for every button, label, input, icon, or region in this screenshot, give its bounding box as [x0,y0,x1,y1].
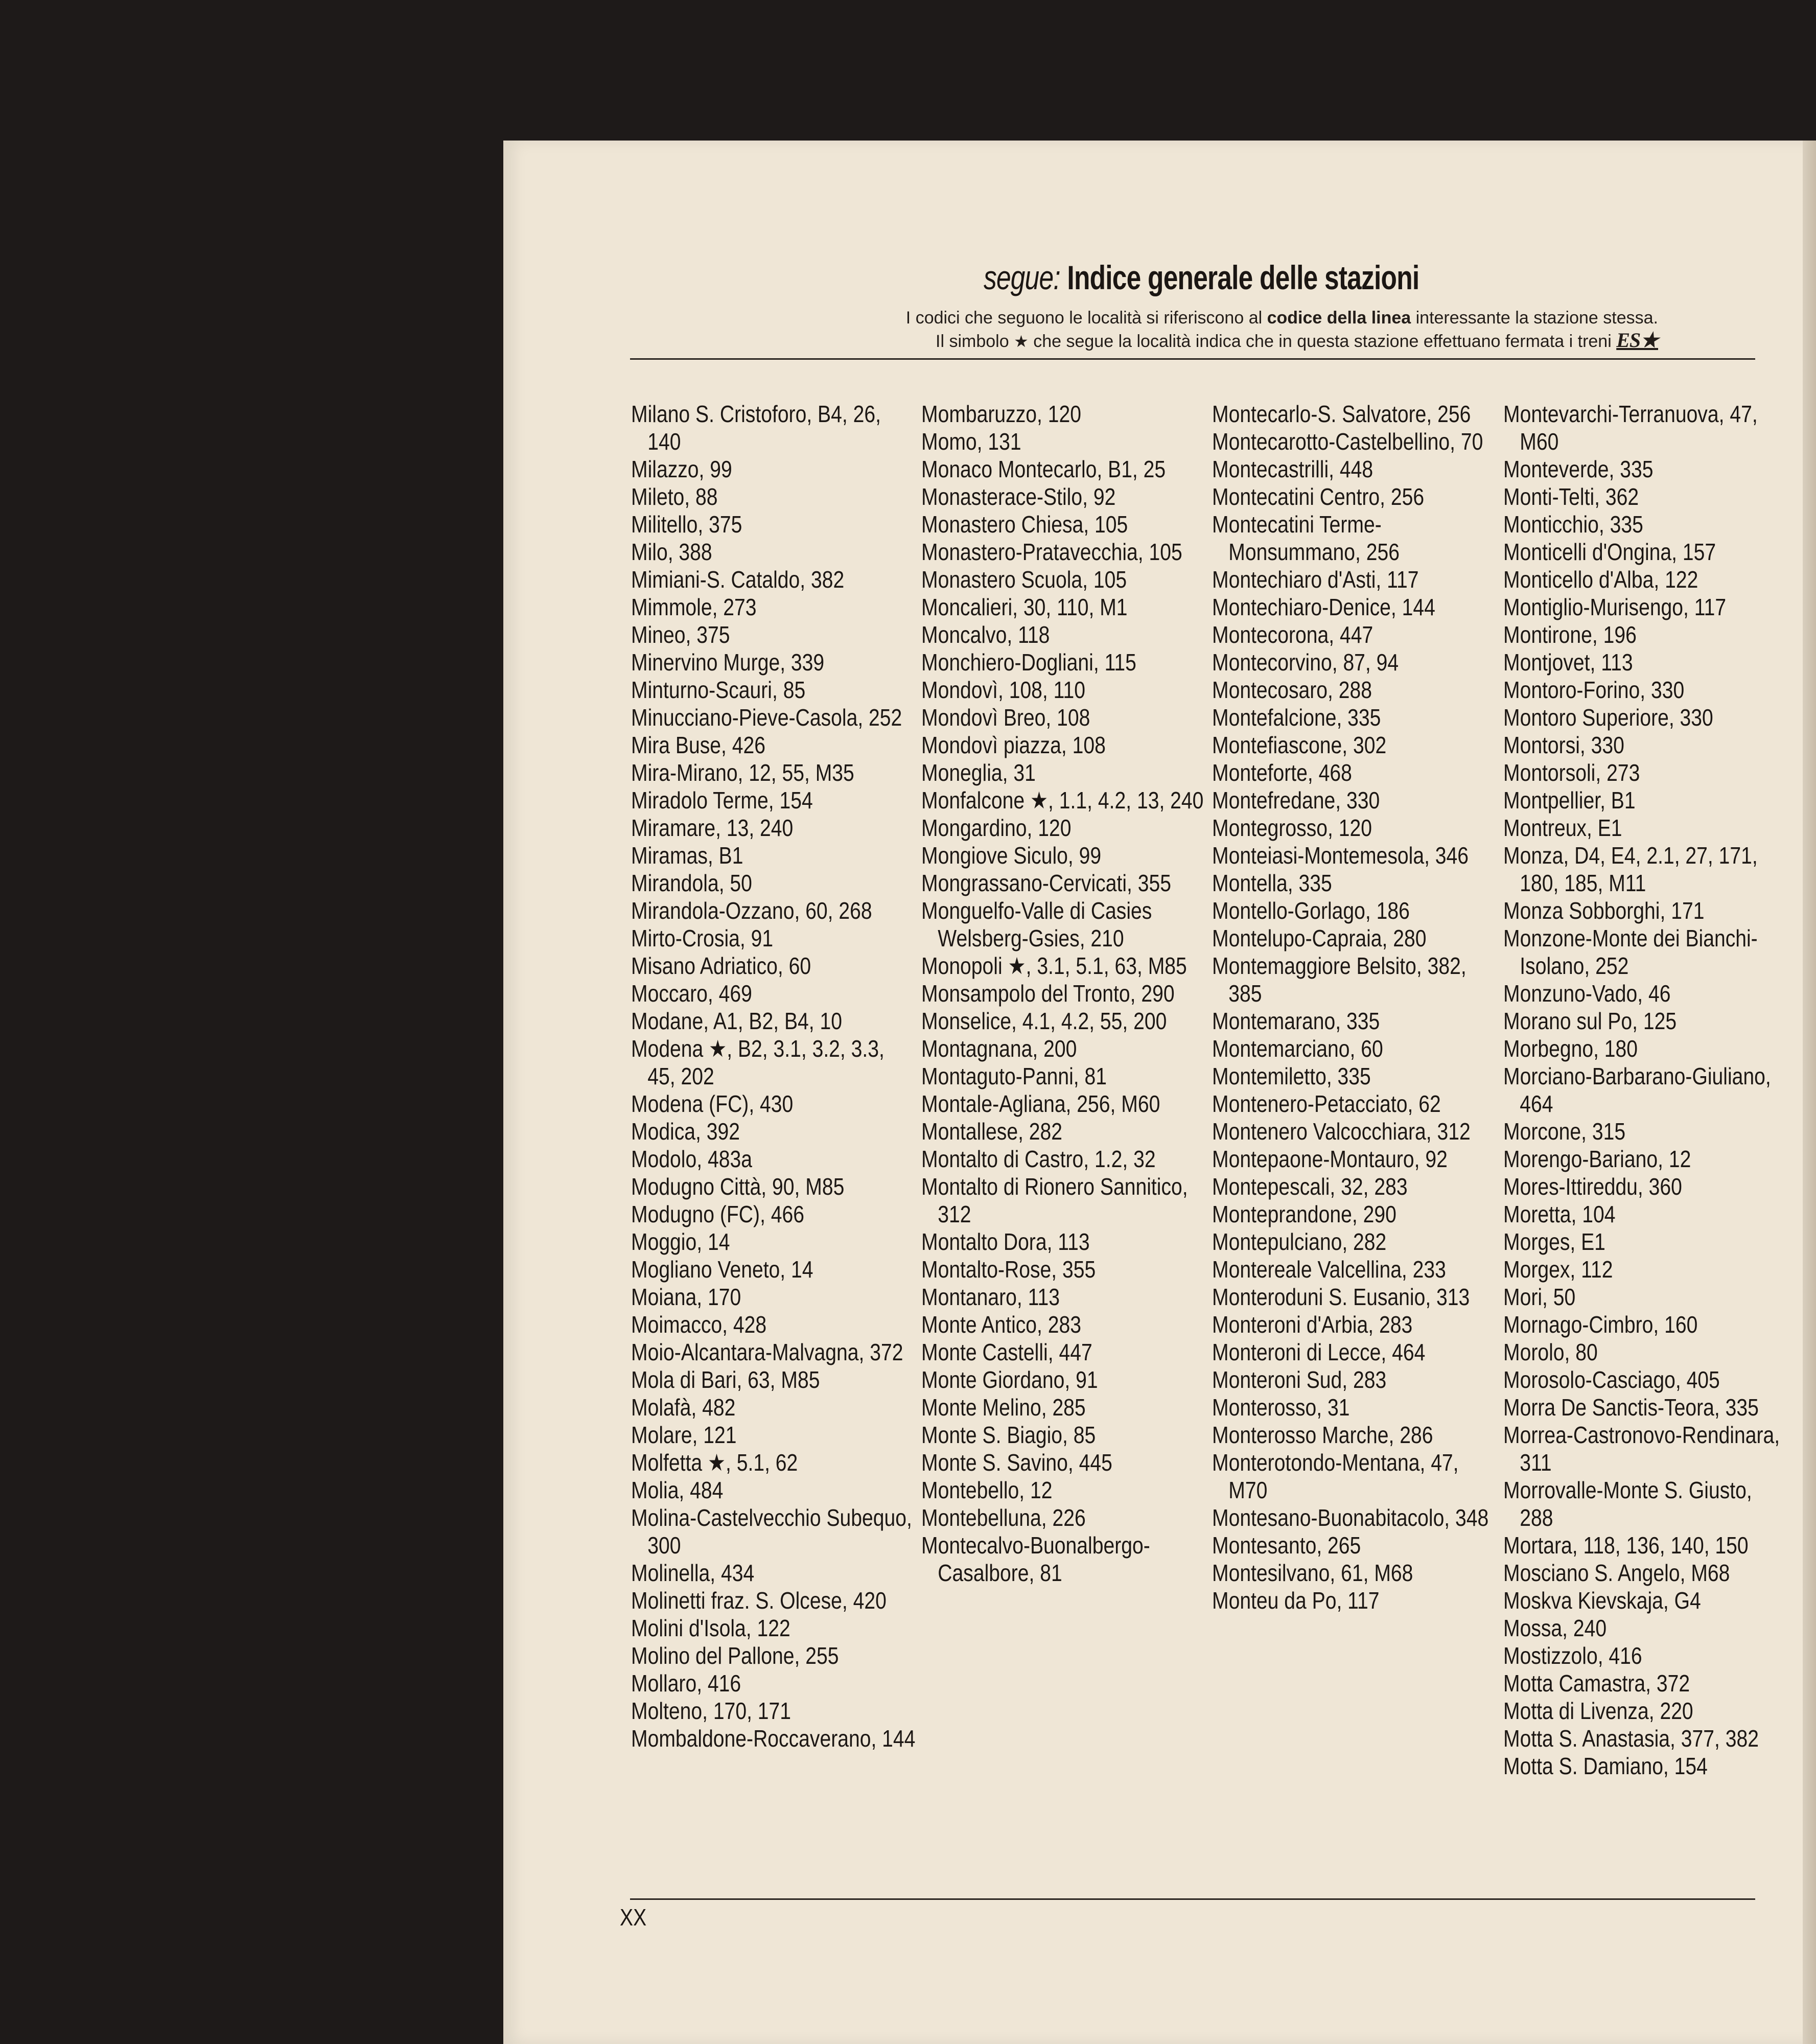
index-entry: Montesanto, 265 [1212,1532,1361,1559]
index-entry: Montepulciano, 282 [1212,1228,1387,1255]
index-entry: Molfetta ★, 5.1, 62 [631,1449,798,1476]
index-entry: Molia, 484 [631,1477,724,1503]
index-entry: Molini d'Isola, 122 [631,1615,790,1641]
index-entry: Montepescali, 32, 283 [1212,1173,1408,1200]
index-entry: Montevarchi-Terranuova, 47, M60 [1503,401,1758,455]
index-entry: Morrea-Castronovo-Rendinara, 311 [1503,1422,1780,1476]
index-entry: Minervino Murge, 339 [631,649,825,676]
index-entry: Montecarotto-Castelbellino, 70 [1212,428,1483,455]
index-entry: Moskva Kievskaja, G4 [1503,1587,1701,1614]
index-entry: Monteu da Po, 117 [1212,1587,1380,1614]
index-entry: Moiana, 170 [631,1284,741,1310]
index-entry: Morcone, 315 [1503,1118,1626,1145]
index-entry: Montebelluna, 226 [921,1504,1086,1531]
index-entry: Morbegno, 180 [1503,1035,1638,1062]
index-entry: Montepaone-Montauro, 92 [1212,1146,1448,1172]
index-entry: Moretta, 104 [1503,1201,1616,1227]
index-entry: Morano sul Po, 125 [1503,1008,1677,1034]
index-entry: Montagnana, 200 [921,1035,1077,1062]
index-column-2 [921,400,1228,1587]
index-entry: Monteiasi-Montemesola, 346 [1212,842,1469,869]
note-line-1-b: interessante la stazione stessa. [1411,308,1658,328]
index-entry: Monteverde, 335 [1503,456,1654,482]
index-entry: Monteprandone, 290 [1212,1201,1396,1227]
index-entry: Mongrassano-Cervicati, 355 [921,870,1171,896]
index-entry: Mondovì piazza, 108 [921,732,1106,758]
index-entry: Mirandola-Ozzano, 60, 268 [631,897,872,924]
note-line-2-a: Il simbolo [936,332,1014,351]
index-entry: Mortara, 118, 136, 140, 150 [1503,1532,1749,1559]
index-entry: Monchiero-Dogliani, 115 [921,649,1136,676]
index-entry: Montecatini Terme-Monsummano, 256 [1212,511,1400,565]
note-line-2 [636,330,1658,352]
index-entry: Monastero-Pratavecchia, 105 [921,539,1182,565]
index-entry: Montecalvo-Buonalbergo-Casalbore, 81 [921,1532,1150,1586]
index-entry: Mira Buse, 426 [631,732,765,758]
index-entry: Morgex, 112 [1503,1256,1613,1283]
index-entry: Miradolo Terme, 154 [631,787,813,814]
index-entry: Montecatini Centro, 256 [1212,483,1425,510]
station-index [631,400,1780,1897]
index-entry: Mores-Ittireddu, 360 [1503,1173,1682,1200]
index-entry: Montaguto-Panni, 81 [921,1063,1107,1089]
index-entry: Montalto di Rionero Sannitico, 312 [921,1173,1188,1227]
index-entry: Montreux, E1 [1503,815,1622,841]
index-entry: Montallese, 282 [921,1118,1063,1145]
index-entry: Mossa, 240 [1503,1615,1607,1641]
title-main: Indice generale delle stazioni [1067,259,1419,296]
index-entry: Montechiaro-Denice, 144 [1212,594,1435,620]
index-title [984,258,1419,297]
index-column-1 [631,400,938,1752]
index-entry: Monte Melino, 285 [921,1394,1086,1421]
index-entry: Mineo, 375 [631,621,730,648]
index-column-4 [1503,400,1810,1780]
index-entry: Monteroduni S. Eusanio, 313 [1212,1284,1470,1310]
index-entry: Montenero-Petacciato, 62 [1212,1090,1441,1117]
index-entry: Montebello, 12 [921,1477,1053,1503]
index-entry: Montirone, 196 [1503,621,1637,648]
index-entry: Mornago-Cimbro, 160 [1503,1311,1698,1338]
index-entry: Motta S. Damiano, 154 [1503,1753,1708,1779]
index-entry: Moggio, 14 [631,1228,730,1255]
index-entry: Monastero Chiesa, 105 [921,511,1128,538]
index-entry: Miramare, 13, 240 [631,815,794,841]
index-entry: Monteroni di Lecce, 464 [1212,1339,1426,1365]
index-entry: Mira-Mirano, 12, 55, M35 [631,759,854,786]
index-entry: Monastero Scuola, 105 [921,566,1127,593]
index-entry: Minucciano-Pieve-Casola, 252 [631,704,902,731]
index-column-3 [1212,400,1519,1614]
index-entry: Monteroni Sud, 283 [1212,1366,1387,1393]
index-entry: Montereale Valcellina, 233 [1212,1256,1446,1283]
index-entry: Morengo-Bariano, 12 [1503,1146,1691,1172]
index-entry: Mirto-Crosia, 91 [631,925,774,951]
index-entry: Montella, 335 [1212,870,1332,896]
index-entry: Montecosaro, 288 [1212,677,1372,703]
index-entry: Monguelfo-Valle di Casies Welsberg-Gsies, 210 [921,897,1152,951]
index-entry: Montecastrilli, 448 [1212,456,1373,482]
index-entry: Minturno-Scauri, 85 [631,677,806,703]
index-entry: Moio-Alcantara-Malvagna, 372 [631,1339,903,1365]
index-entry: Misano Adriatico, 60 [631,953,811,979]
index-entry: Mola di Bari, 63, M85 [631,1366,820,1393]
index-entry: Monteroni d'Arbia, 283 [1212,1311,1413,1338]
index-entry: Morrovalle-Monte S. Giusto, 288 [1503,1477,1752,1531]
index-entry: Monte Giordano, 91 [921,1366,1098,1393]
index-entry: Montemaggiore Belsito, 382, 385 [1212,953,1466,1007]
index-entry: Montemarano, 335 [1212,1008,1380,1034]
index-entry: Morosolo-Casciago, 405 [1503,1366,1720,1393]
index-entry: Montpellier, B1 [1503,787,1636,814]
index-entry: Momo, 131 [921,428,1021,455]
index-entry: Montale-Agliana, 256, M60 [921,1090,1160,1117]
index-entry: Morges, E1 [1503,1228,1605,1255]
index-entry: Monaco Montecarlo, B1, 25 [921,456,1166,482]
index-entry: Montefredane, 330 [1212,787,1380,814]
index-entry: Molare, 121 [631,1422,737,1448]
index-entry: Modica, 392 [631,1118,740,1145]
index-entry: Moneglia, 31 [921,759,1036,786]
index-entry: Molafà, 482 [631,1394,736,1421]
index-entry: Morra De Sanctis-Teora, 335 [1503,1394,1759,1421]
index-entry: Molino del Pallone, 255 [631,1642,839,1669]
index-entry: Monterosso Marche, 286 [1212,1422,1433,1448]
index-entry: Motta S. Anastasia, 377, 382 [1503,1725,1759,1752]
index-entry: Monterosso, 31 [1212,1394,1350,1421]
index-entry: Mostizzolo, 416 [1503,1642,1642,1669]
index-entry: Montenero Valcocchiara, 312 [1212,1118,1471,1145]
index-entry: Molina-Castelvecchio Subequo, 300 [631,1504,912,1559]
index-entry: Molinetti fraz. S. Olcese, 420 [631,1587,887,1614]
index-entry: Montello-Gorlago, 186 [1212,897,1410,924]
note-line-1-bold: codice della linea [1267,308,1411,328]
index-entry: Mondovì, 108, 110 [921,677,1085,703]
index-entry: Modena ★, B2, 3.1, 3.2, 3.3, 45, 202 [631,1035,884,1089]
index-entry: Monzuno-Vado, 46 [1503,980,1671,1007]
book-page [503,141,1816,2044]
index-entry: Mimmole, 273 [631,594,757,620]
page-number: XX [620,1904,647,1931]
index-entry: Montefiascone, 302 [1212,732,1387,758]
index-entry: Monte S. Savino, 445 [921,1449,1112,1476]
footer-divider [630,1898,1755,1900]
header-divider [630,358,1755,360]
index-entry: Montalto Dora, 113 [921,1228,1090,1255]
index-entry: Mongardino, 120 [921,815,1072,841]
index-entry: Monza, D4, E4, 2.1, 27, 171, 180, 185, M11 [1503,842,1758,896]
index-entry: Montecorvino, 87, 94 [1212,649,1399,676]
es-star-logo-icon: ES★ [1616,329,1658,352]
index-entry: Monzone-Monte dei Bianchi-Isolano, 252 [1503,925,1758,979]
index-entry: Monopoli ★, 3.1, 5.1, 63, M85 [921,953,1187,979]
index-entry: Monticelli d'Ongina, 157 [1503,539,1716,565]
index-entry: Monti-Telti, 362 [1503,483,1639,510]
index-entry: Montalto di Castro, 1.2, 32 [921,1146,1156,1172]
index-entry: Montemiletto, 335 [1212,1063,1371,1089]
index-entry: Militello, 375 [631,511,742,538]
index-entry: Moccaro, 469 [631,980,752,1007]
index-entry: Mombaldone-Roccaverano, 144 [631,1725,916,1752]
index-entry: Montalto-Rose, 355 [921,1256,1096,1283]
index-entry: Montorsoli, 273 [1503,759,1640,786]
index-entry: Moncalieri, 30, 110, M1 [921,594,1128,620]
index-entry: Montanaro, 113 [921,1284,1060,1310]
index-entry: Monticchio, 335 [1503,511,1643,538]
index-entry: Montiglio-Murisengo, 117 [1503,594,1727,620]
index-entry: Monte Antico, 283 [921,1311,1082,1338]
index-entry: Monfalcone ★, 1.1, 4.2, 13, 240 [921,787,1204,814]
note-line-1 [636,308,1658,328]
index-entry: Montecarlo-S. Salvatore, 256 [1212,401,1471,427]
index-entry: Molinella, 434 [631,1560,755,1586]
index-entry: Moncalvo, 118 [921,621,1050,648]
index-entry: Motta di Livenza, 220 [1503,1698,1693,1724]
index-entry: Miramas, B1 [631,842,743,869]
index-entry: Montesilvano, 61, M68 [1212,1560,1413,1586]
index-entry: Morolo, 80 [1503,1339,1598,1365]
index-entry: Modugno Città, 90, M85 [631,1173,845,1200]
index-entry: Modane, A1, B2, B4, 10 [631,1008,843,1034]
index-entry: Modena (FC), 430 [631,1090,794,1117]
index-entry: Monteforte, 468 [1212,759,1352,786]
index-entry: Montefalcione, 335 [1212,704,1381,731]
index-entry: Mongiove Siculo, 99 [921,842,1102,869]
index-entry: Montemarciano, 60 [1212,1035,1383,1062]
index-entry: Montorsi, 330 [1503,732,1624,758]
note-line-1-a: I codici che seguono le località si riferiscono al [905,308,1267,328]
note-line-2-b: che segue la località indica che in questa stazione effettuano fermata i treni [1028,332,1617,351]
index-entry: Modugno (FC), 466 [631,1201,805,1227]
index-entry: Montechiaro d'Asti, 117 [1212,566,1419,593]
index-entry: Mollaro, 416 [631,1670,741,1697]
index-entry: Mondovì Breo, 108 [921,704,1090,731]
index-entry: Moimacco, 428 [631,1311,767,1338]
index-entry: Modolo, 483a [631,1146,752,1172]
index-entry: Montjovet, 113 [1503,649,1633,676]
index-entry: Montegrosso, 120 [1212,815,1372,841]
index-entry: Monasterace-Stilo, 92 [921,483,1116,510]
index-entry: Monte S. Biagio, 85 [921,1422,1096,1448]
index-entry: Mirandola, 50 [631,870,752,896]
index-entry: Milo, 388 [631,539,712,565]
index-entry: Monticello d'Alba, 122 [1503,566,1698,593]
index-entry: Montelupo-Capraia, 280 [1212,925,1427,951]
index-entry: Mosciano S. Angelo, M68 [1503,1560,1730,1586]
index-entry: Milazzo, 99 [631,456,732,482]
index-entry: Mori, 50 [1503,1284,1576,1310]
index-entry: Molteno, 170, 171 [631,1698,791,1724]
index-entry: Mileto, 88 [631,483,718,510]
index-entry: Montoro Superiore, 330 [1503,704,1713,731]
index-entry: Monselice, 4.1, 4.2, 55, 200 [921,1008,1167,1034]
index-entry: Montesano-Buonabitacolo, 348 [1212,1504,1489,1531]
index-entry: Montoro-Forino, 330 [1503,677,1685,703]
index-entry: Monza Sobborghi, 171 [1503,897,1705,924]
index-entry: Monsampolo del Tronto, 290 [921,980,1175,1007]
star-icon: ★ [1014,332,1029,351]
index-entry: Monte Castelli, 447 [921,1339,1092,1365]
index-entry: Montecorona, 447 [1212,621,1373,648]
title-prefix: segue: [984,259,1060,296]
index-entry: Motta Camastra, 372 [1503,1670,1690,1697]
index-entry: Milano S. Cristoforo, B4, 26, 140 [631,401,881,455]
index-entry: Mimiani-S. Cataldo, 382 [631,566,845,593]
index-entry: Monterotondo-Mentana, 47, M70 [1212,1449,1459,1503]
index-entry: Mombaruzzo, 120 [921,401,1081,427]
index-entry: Mogliano Veneto, 14 [631,1256,813,1283]
index-entry: Morciano-Barbarano-Giuliano, 464 [1503,1063,1771,1117]
